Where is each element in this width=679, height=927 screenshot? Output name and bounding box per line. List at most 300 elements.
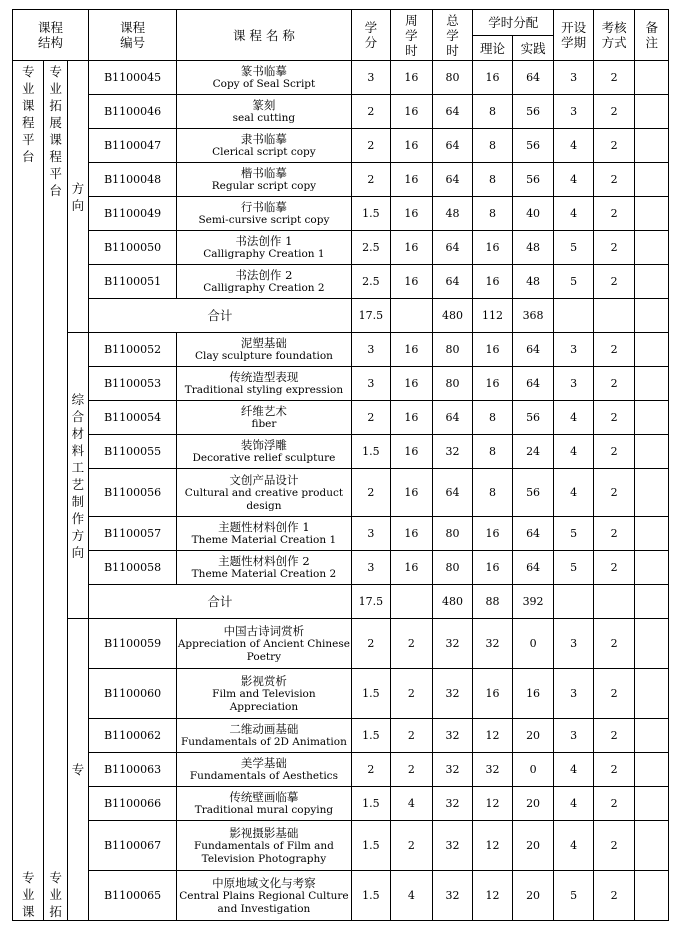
table-row bbox=[13, 61, 669, 95]
table-row bbox=[13, 753, 669, 787]
subtotal-theory: 112 bbox=[473, 299, 513, 333]
subtotal-assess bbox=[593, 299, 635, 333]
course-weekly: 16 bbox=[391, 265, 433, 299]
course-name-cn: 主题性材料创作 1 bbox=[218, 520, 310, 534]
header-total: 总学时 bbox=[432, 10, 473, 61]
course-code: B1100050 bbox=[89, 231, 177, 265]
course-semester: 4 bbox=[554, 163, 594, 197]
course-name-cn: 纤维艺术 bbox=[240, 404, 287, 418]
course-name bbox=[177, 129, 351, 163]
course-weekly: 16 bbox=[391, 61, 433, 95]
course-name-cn: 书法创作 1 bbox=[235, 234, 293, 248]
course-name-en: Regular script copy bbox=[211, 180, 317, 192]
course-name-cn: 隶书临摹 bbox=[240, 132, 287, 146]
course-theory: 8 bbox=[473, 401, 513, 435]
course-assess: 2 bbox=[593, 129, 635, 163]
header-credit: 学分 bbox=[351, 10, 391, 61]
course-name bbox=[177, 163, 351, 197]
course-total: 32 bbox=[432, 619, 473, 669]
course-semester: 5 bbox=[554, 871, 594, 921]
course-practice: 24 bbox=[512, 435, 554, 469]
table-row bbox=[13, 197, 669, 231]
course-semester: 4 bbox=[554, 197, 594, 231]
course-remark bbox=[635, 231, 669, 265]
course-theory: 16 bbox=[473, 61, 513, 95]
course-total: 32 bbox=[432, 787, 473, 821]
course-assess: 2 bbox=[593, 197, 635, 231]
course-theory: 8 bbox=[473, 129, 513, 163]
course-code: B1100051 bbox=[89, 265, 177, 299]
course-name-en: Appreciation of Ancient Chinese Poetry bbox=[177, 637, 350, 663]
course-theory: 12 bbox=[473, 719, 513, 753]
course-credit: 1.5 bbox=[351, 821, 391, 871]
course-name-en: Cultural and creative product design bbox=[184, 486, 344, 512]
course-semester: 3 bbox=[554, 367, 594, 401]
course-theory: 32 bbox=[473, 753, 513, 787]
course-assess: 2 bbox=[593, 163, 635, 197]
course-name-en: seal cutting bbox=[232, 112, 296, 124]
course-remark bbox=[635, 435, 669, 469]
course-name bbox=[177, 871, 351, 921]
course-assess: 2 bbox=[593, 821, 635, 871]
course-theory: 8 bbox=[473, 435, 513, 469]
course-name-cn: 中国古诗词赏析 bbox=[223, 623, 305, 638]
course-semester: 4 bbox=[554, 401, 594, 435]
course-practice: 64 bbox=[512, 551, 554, 585]
course-weekly: 2 bbox=[391, 719, 433, 753]
direction-materials-text: 综合材料工艺制作方向 bbox=[71, 391, 85, 560]
course-remark bbox=[635, 551, 669, 585]
course-name bbox=[177, 401, 351, 435]
course-name-cn: 泥塑基础 bbox=[240, 336, 287, 350]
course-total: 64 bbox=[432, 469, 473, 517]
course-name bbox=[177, 265, 351, 299]
course-remark bbox=[635, 61, 669, 95]
subtotal-theory: 88 bbox=[473, 585, 513, 619]
course-practice: 64 bbox=[512, 517, 554, 551]
table-row bbox=[13, 551, 669, 585]
course-total: 80 bbox=[432, 551, 473, 585]
course-name-en: Calligraphy Creation 1 bbox=[203, 248, 325, 260]
course-theory: 16 bbox=[473, 517, 513, 551]
course-practice: 64 bbox=[512, 367, 554, 401]
course-theory: 8 bbox=[473, 163, 513, 197]
curriculum-table bbox=[12, 9, 669, 921]
course-weekly: 16 bbox=[391, 469, 433, 517]
course-semester: 4 bbox=[554, 753, 594, 787]
course-weekly: 16 bbox=[391, 333, 433, 367]
course-code: B1100060 bbox=[89, 669, 177, 719]
course-semester: 4 bbox=[554, 787, 594, 821]
course-weekly: 16 bbox=[391, 95, 433, 129]
course-total: 32 bbox=[432, 435, 473, 469]
subtotal-credit: 17.5 bbox=[351, 585, 391, 619]
course-name-en: Traditional mural copying bbox=[194, 804, 334, 816]
course-remark bbox=[635, 821, 669, 871]
course-practice: 56 bbox=[512, 129, 554, 163]
course-assess: 2 bbox=[593, 469, 635, 517]
course-total: 80 bbox=[432, 517, 473, 551]
course-name-en: Theme Material Creation 2 bbox=[191, 568, 337, 580]
table-row bbox=[13, 871, 669, 921]
course-credit: 3 bbox=[351, 61, 391, 95]
table-row bbox=[13, 231, 669, 265]
course-weekly: 2 bbox=[391, 669, 433, 719]
course-remark bbox=[635, 197, 669, 231]
course-total: 64 bbox=[432, 163, 473, 197]
direction-calligraphy bbox=[67, 61, 88, 333]
direction-next-text: 专 bbox=[71, 762, 85, 777]
expand-label bbox=[44, 61, 67, 921]
course-semester: 5 bbox=[554, 231, 594, 265]
course-weekly: 16 bbox=[391, 401, 433, 435]
course-weekly: 16 bbox=[391, 231, 433, 265]
course-code: B1100056 bbox=[89, 469, 177, 517]
course-name-en: Traditional styling expression bbox=[184, 384, 344, 396]
subtotal-practice: 368 bbox=[512, 299, 554, 333]
course-semester: 3 bbox=[554, 719, 594, 753]
course-name-cn: 传统壁画临摹 bbox=[229, 790, 299, 804]
subtotal-remark bbox=[635, 585, 669, 619]
course-theory: 8 bbox=[473, 197, 513, 231]
course-remark bbox=[635, 265, 669, 299]
course-credit: 2.5 bbox=[351, 231, 391, 265]
course-assess: 2 bbox=[593, 871, 635, 921]
course-remark bbox=[635, 787, 669, 821]
course-practice: 0 bbox=[512, 619, 554, 669]
course-practice: 20 bbox=[512, 821, 554, 871]
course-theory: 8 bbox=[473, 95, 513, 129]
course-theory: 32 bbox=[473, 619, 513, 669]
course-name-cn: 文创产品设计 bbox=[229, 472, 299, 487]
course-credit: 2.5 bbox=[351, 265, 391, 299]
course-name-en: Central Plains Regional Culture and Investigation bbox=[179, 889, 349, 915]
table-row bbox=[13, 129, 669, 163]
table-row bbox=[13, 669, 669, 719]
course-name-cn: 篆书临摹 bbox=[240, 64, 287, 78]
course-assess: 2 bbox=[593, 265, 635, 299]
course-code: B1100046 bbox=[89, 95, 177, 129]
table-row bbox=[13, 435, 669, 469]
course-total: 64 bbox=[432, 95, 473, 129]
header-code: 课程编号 bbox=[89, 10, 177, 61]
direction-next bbox=[67, 619, 88, 921]
table-row bbox=[13, 517, 669, 551]
course-code: B1100048 bbox=[89, 163, 177, 197]
subtotal-weekly bbox=[391, 299, 433, 333]
platform-label-bottom-text: 专业课 bbox=[21, 870, 35, 919]
course-name bbox=[177, 719, 351, 753]
course-name bbox=[177, 197, 351, 231]
table-row bbox=[13, 619, 669, 669]
course-total: 80 bbox=[432, 333, 473, 367]
course-name bbox=[177, 435, 351, 469]
course-code: B1100066 bbox=[89, 787, 177, 821]
subtotal-weekly bbox=[391, 585, 433, 619]
course-remark bbox=[635, 333, 669, 367]
course-assess: 2 bbox=[593, 401, 635, 435]
course-practice: 48 bbox=[512, 231, 554, 265]
course-remark bbox=[635, 401, 669, 435]
course-credit: 2 bbox=[351, 619, 391, 669]
course-remark bbox=[635, 719, 669, 753]
course-name bbox=[177, 517, 351, 551]
course-name-en: Fundamentals of 2D Animation bbox=[180, 736, 347, 748]
course-weekly: 4 bbox=[391, 787, 433, 821]
course-credit: 2 bbox=[351, 753, 391, 787]
course-remark bbox=[635, 669, 669, 719]
course-assess: 2 bbox=[593, 95, 635, 129]
subtotal-row bbox=[13, 299, 669, 333]
course-practice: 56 bbox=[512, 163, 554, 197]
course-remark bbox=[635, 129, 669, 163]
course-code: B1100052 bbox=[89, 333, 177, 367]
course-assess: 2 bbox=[593, 669, 635, 719]
course-code: B1100063 bbox=[89, 753, 177, 787]
course-assess: 2 bbox=[593, 231, 635, 265]
course-total: 48 bbox=[432, 197, 473, 231]
course-practice: 0 bbox=[512, 753, 554, 787]
course-remark bbox=[635, 163, 669, 197]
course-semester: 4 bbox=[554, 821, 594, 871]
table-row bbox=[13, 265, 669, 299]
course-total: 64 bbox=[432, 129, 473, 163]
course-name bbox=[177, 619, 351, 669]
expand-label-bottom-text: 专业拓 bbox=[49, 870, 62, 919]
course-credit: 1.5 bbox=[351, 197, 391, 231]
subtotal-label: 合计 bbox=[89, 585, 352, 619]
course-name-en: Semi-cursive script copy bbox=[198, 214, 330, 226]
course-semester: 4 bbox=[554, 435, 594, 469]
course-credit: 1.5 bbox=[351, 871, 391, 921]
course-practice: 56 bbox=[512, 469, 554, 517]
course-assess: 2 bbox=[593, 367, 635, 401]
course-remark bbox=[635, 95, 669, 129]
course-name-cn: 影视赏析 bbox=[240, 673, 287, 688]
direction-materials bbox=[67, 333, 88, 619]
course-total: 32 bbox=[432, 719, 473, 753]
header-remark: 备注 bbox=[635, 10, 669, 61]
course-credit: 3 bbox=[351, 333, 391, 367]
course-total: 64 bbox=[432, 231, 473, 265]
course-credit: 3 bbox=[351, 517, 391, 551]
header-row bbox=[13, 10, 669, 36]
course-total: 32 bbox=[432, 753, 473, 787]
course-remark bbox=[635, 619, 669, 669]
course-practice: 16 bbox=[512, 669, 554, 719]
course-theory: 8 bbox=[473, 469, 513, 517]
course-code: B1100053 bbox=[89, 367, 177, 401]
course-name-cn: 主题性材料创作 2 bbox=[218, 554, 310, 568]
header-assess: 考核方式 bbox=[593, 10, 635, 61]
course-credit: 1.5 bbox=[351, 787, 391, 821]
course-code: B1100054 bbox=[89, 401, 177, 435]
course-code: B1100055 bbox=[89, 435, 177, 469]
course-total: 32 bbox=[432, 821, 473, 871]
table-row bbox=[13, 333, 669, 367]
course-semester: 4 bbox=[554, 469, 594, 517]
course-name-cn: 二维动画基础 bbox=[229, 722, 299, 736]
course-practice: 20 bbox=[512, 719, 554, 753]
course-semester: 5 bbox=[554, 517, 594, 551]
course-assess: 2 bbox=[593, 787, 635, 821]
course-name bbox=[177, 95, 351, 129]
course-code: B1100058 bbox=[89, 551, 177, 585]
course-name-en: Fundamentals of Film and Television Photography bbox=[193, 839, 334, 865]
course-credit: 3 bbox=[351, 551, 391, 585]
course-name-cn: 中原地域文化与考察 bbox=[212, 875, 316, 890]
course-name bbox=[177, 61, 351, 95]
course-code: B1100062 bbox=[89, 719, 177, 753]
course-theory: 16 bbox=[473, 551, 513, 585]
course-name bbox=[177, 333, 351, 367]
platform-label bbox=[13, 61, 44, 921]
course-name bbox=[177, 669, 351, 719]
course-credit: 1.5 bbox=[351, 435, 391, 469]
table-row bbox=[13, 719, 669, 753]
header-weekly: 周学时 bbox=[391, 10, 433, 61]
course-assess: 2 bbox=[593, 753, 635, 787]
subtotal-practice: 392 bbox=[512, 585, 554, 619]
course-name bbox=[177, 551, 351, 585]
course-semester: 3 bbox=[554, 333, 594, 367]
course-credit: 2 bbox=[351, 129, 391, 163]
course-name bbox=[177, 367, 351, 401]
course-credit: 2 bbox=[351, 401, 391, 435]
table-row bbox=[13, 469, 669, 517]
course-practice: 64 bbox=[512, 61, 554, 95]
course-name bbox=[177, 821, 351, 871]
course-name-cn: 美学基础 bbox=[240, 756, 287, 770]
course-assess: 2 bbox=[593, 719, 635, 753]
course-theory: 16 bbox=[473, 367, 513, 401]
header-practice: 实践 bbox=[512, 36, 554, 61]
course-remark bbox=[635, 469, 669, 517]
course-theory: 12 bbox=[473, 787, 513, 821]
header-name: 课 程 名 称 bbox=[177, 10, 351, 61]
course-code: B1100057 bbox=[89, 517, 177, 551]
course-practice: 56 bbox=[512, 401, 554, 435]
course-name-en: Fundamentals of Aesthetics bbox=[189, 770, 338, 782]
course-theory: 16 bbox=[473, 333, 513, 367]
table-row bbox=[13, 367, 669, 401]
subtotal-credit: 17.5 bbox=[351, 299, 391, 333]
course-name-cn: 传统造型表现 bbox=[229, 370, 299, 384]
table-row bbox=[13, 163, 669, 197]
course-practice: 56 bbox=[512, 95, 554, 129]
course-remark bbox=[635, 871, 669, 921]
course-code: B1100045 bbox=[89, 61, 177, 95]
course-weekly: 16 bbox=[391, 163, 433, 197]
course-code: B1100047 bbox=[89, 129, 177, 163]
course-theory: 12 bbox=[473, 871, 513, 921]
course-weekly: 16 bbox=[391, 367, 433, 401]
subtotal-semester bbox=[554, 299, 594, 333]
course-remark bbox=[635, 367, 669, 401]
course-assess: 2 bbox=[593, 517, 635, 551]
table-row bbox=[13, 401, 669, 435]
course-credit: 2 bbox=[351, 95, 391, 129]
platform-label-top-text: 专业课程平台 bbox=[21, 64, 35, 164]
course-weekly: 16 bbox=[391, 435, 433, 469]
course-semester: 4 bbox=[554, 129, 594, 163]
table-row bbox=[13, 787, 669, 821]
course-total: 32 bbox=[432, 669, 473, 719]
header-theory: 理论 bbox=[473, 36, 513, 61]
course-code: B1100059 bbox=[89, 619, 177, 669]
course-theory: 16 bbox=[473, 231, 513, 265]
subtotal-label: 合计 bbox=[89, 299, 352, 333]
course-weekly: 16 bbox=[391, 197, 433, 231]
direction-calligraphy-text: 方向 bbox=[71, 180, 85, 213]
course-weekly: 2 bbox=[391, 821, 433, 871]
course-name-en: Calligraphy Creation 2 bbox=[203, 282, 325, 294]
course-assess: 2 bbox=[593, 435, 635, 469]
subtotal-row bbox=[13, 585, 669, 619]
course-practice: 20 bbox=[512, 871, 554, 921]
course-weekly: 16 bbox=[391, 551, 433, 585]
course-credit: 2 bbox=[351, 163, 391, 197]
course-credit: 1.5 bbox=[351, 719, 391, 753]
course-practice: 48 bbox=[512, 265, 554, 299]
course-assess: 2 bbox=[593, 619, 635, 669]
header-structure: 课程结构 bbox=[13, 10, 89, 61]
course-remark bbox=[635, 517, 669, 551]
subtotal-remark bbox=[635, 299, 669, 333]
course-semester: 3 bbox=[554, 619, 594, 669]
course-name bbox=[177, 787, 351, 821]
course-code: B1100065 bbox=[89, 871, 177, 921]
table-row bbox=[13, 821, 669, 871]
course-total: 80 bbox=[432, 61, 473, 95]
course-name bbox=[177, 231, 351, 265]
expand-label-top-text: 专业拓展课程平台 bbox=[49, 64, 62, 198]
course-theory: 16 bbox=[473, 265, 513, 299]
course-semester: 3 bbox=[554, 669, 594, 719]
course-credit: 1.5 bbox=[351, 669, 391, 719]
course-name-cn: 影视摄影基础 bbox=[229, 825, 299, 840]
header-semester: 开设学期 bbox=[554, 10, 594, 61]
course-name-en: Theme Material Creation 1 bbox=[191, 534, 337, 546]
course-weekly: 4 bbox=[391, 871, 433, 921]
course-weekly: 16 bbox=[391, 517, 433, 551]
course-assess: 2 bbox=[593, 551, 635, 585]
course-code: B1100067 bbox=[89, 821, 177, 871]
subtotal-semester bbox=[554, 585, 594, 619]
course-name-en: Copy of Seal Script bbox=[212, 78, 316, 90]
course-total: 64 bbox=[432, 401, 473, 435]
header-alloc: 学时分配 bbox=[473, 10, 554, 36]
course-name-en: fiber bbox=[251, 418, 277, 430]
subtotal-total: 480 bbox=[432, 299, 473, 333]
course-name-cn: 行书临摹 bbox=[240, 200, 287, 214]
course-total: 64 bbox=[432, 265, 473, 299]
course-weekly: 2 bbox=[391, 619, 433, 669]
course-semester: 5 bbox=[554, 265, 594, 299]
course-theory: 12 bbox=[473, 821, 513, 871]
course-credit: 3 bbox=[351, 367, 391, 401]
course-semester: 3 bbox=[554, 61, 594, 95]
course-name-en: Clerical script copy bbox=[212, 146, 316, 158]
course-remark bbox=[635, 753, 669, 787]
subtotal-total: 480 bbox=[432, 585, 473, 619]
course-total: 32 bbox=[432, 871, 473, 921]
course-semester: 3 bbox=[554, 95, 594, 129]
course-name bbox=[177, 469, 351, 517]
course-credit: 2 bbox=[351, 469, 391, 517]
course-name bbox=[177, 753, 351, 787]
course-total: 80 bbox=[432, 367, 473, 401]
